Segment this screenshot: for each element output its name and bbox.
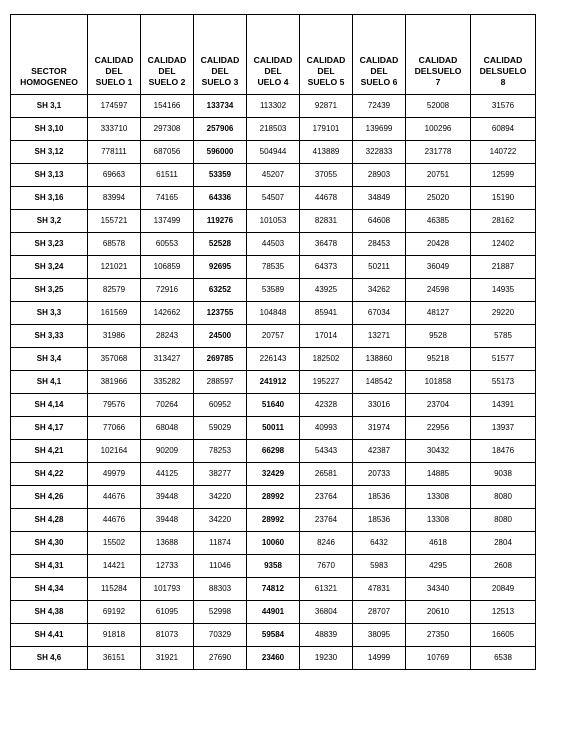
value-cell-suelo-1: 82579 <box>88 279 141 302</box>
value-cell-suelo-2: 297308 <box>141 118 194 141</box>
value-cell-suelo-5: 7670 <box>300 555 353 578</box>
value-cell-suelo-7: 20751 <box>406 164 471 187</box>
value-cell-suelo-7: 24598 <box>406 279 471 302</box>
value-cell-suelo-1: 77066 <box>88 417 141 440</box>
value-cell-suelo-1: 31986 <box>88 325 141 348</box>
value-cell-suelo-4: 32429 <box>247 463 300 486</box>
value-cell-suelo-1: 49979 <box>88 463 141 486</box>
value-cell-suelo-4: 23460 <box>247 647 300 670</box>
calidad-suelo-table <box>10 14 536 670</box>
table-row <box>11 141 536 164</box>
value-cell-suelo-4: 44901 <box>247 601 300 624</box>
value-cell-suelo-5: 54343 <box>300 440 353 463</box>
value-cell-suelo-6: 64608 <box>353 210 406 233</box>
table-row <box>11 256 536 279</box>
value-cell-suelo-5: 17014 <box>300 325 353 348</box>
table-row <box>11 463 536 486</box>
value-cell-suelo-1: 155721 <box>88 210 141 233</box>
value-cell-suelo-8: 15190 <box>471 187 536 210</box>
value-cell-suelo-6: 28903 <box>353 164 406 187</box>
value-cell-suelo-8: 8080 <box>471 509 536 532</box>
table-row <box>11 486 536 509</box>
sector-cell: SH 3,2 <box>11 210 88 233</box>
value-cell-suelo-3: 63252 <box>194 279 247 302</box>
value-cell-suelo-3: 92695 <box>194 256 247 279</box>
value-cell-suelo-3: 133734 <box>194 95 247 118</box>
value-cell-suelo-3: 34220 <box>194 486 247 509</box>
value-cell-suelo-6: 13271 <box>353 325 406 348</box>
value-cell-suelo-5: 36478 <box>300 233 353 256</box>
value-cell-suelo-3: 11046 <box>194 555 247 578</box>
sector-cell: SH 4,38 <box>11 601 88 624</box>
value-cell-suelo-7: 25020 <box>406 187 471 210</box>
value-cell-suelo-5: 26581 <box>300 463 353 486</box>
value-cell-suelo-7: 46385 <box>406 210 471 233</box>
value-cell-suelo-4: 59584 <box>247 624 300 647</box>
value-cell-suelo-6: 6432 <box>353 532 406 555</box>
sector-cell: SH 3,12 <box>11 141 88 164</box>
value-cell-suelo-7: 100296 <box>406 118 471 141</box>
value-cell-suelo-5: 44678 <box>300 187 353 210</box>
value-cell-suelo-1: 174597 <box>88 95 141 118</box>
sector-cell: SH 3,33 <box>11 325 88 348</box>
value-cell-suelo-4: 44503 <box>247 233 300 256</box>
value-cell-suelo-2: 31921 <box>141 647 194 670</box>
value-cell-suelo-2: 12733 <box>141 555 194 578</box>
value-cell-suelo-2: 39448 <box>141 486 194 509</box>
value-cell-suelo-3: 64336 <box>194 187 247 210</box>
value-cell-suelo-3: 38277 <box>194 463 247 486</box>
value-cell-suelo-2: 81073 <box>141 624 194 647</box>
sector-cell: SH 4,6 <box>11 647 88 670</box>
value-cell-suelo-3: 53359 <box>194 164 247 187</box>
value-cell-suelo-7: 23704 <box>406 394 471 417</box>
value-cell-suelo-4: 504944 <box>247 141 300 164</box>
header-calidad-suelo-2: CALIDAD DEL SUELO 2 <box>141 15 194 95</box>
value-cell-suelo-7: 4295 <box>406 555 471 578</box>
value-cell-suelo-4: 20757 <box>247 325 300 348</box>
value-cell-suelo-7: 13308 <box>406 486 471 509</box>
value-cell-suelo-6: 14999 <box>353 647 406 670</box>
value-cell-suelo-8: 21887 <box>471 256 536 279</box>
value-cell-suelo-3: 123755 <box>194 302 247 325</box>
table-row <box>11 233 536 256</box>
header-calidad-suelo-1: CALIDAD DEL SUELO 1 <box>88 15 141 95</box>
value-cell-suelo-3: 596000 <box>194 141 247 164</box>
table-row <box>11 325 536 348</box>
value-cell-suelo-5: 43925 <box>300 279 353 302</box>
sector-cell: SH 4,14 <box>11 394 88 417</box>
value-cell-suelo-7: 22956 <box>406 417 471 440</box>
value-cell-suelo-2: 101793 <box>141 578 194 601</box>
value-cell-suelo-3: 24500 <box>194 325 247 348</box>
header-calidad-suelo-7: CALIDAD DELSUELO 7 <box>406 15 471 95</box>
value-cell-suelo-3: 119276 <box>194 210 247 233</box>
value-cell-suelo-2: 687056 <box>141 141 194 164</box>
value-cell-suelo-8: 5785 <box>471 325 536 348</box>
value-cell-suelo-6: 67034 <box>353 302 406 325</box>
table-row <box>11 601 536 624</box>
value-cell-suelo-6: 138860 <box>353 348 406 371</box>
sector-cell: SH 3,25 <box>11 279 88 302</box>
value-cell-suelo-5: 8246 <box>300 532 353 555</box>
sector-cell: SH 3,23 <box>11 233 88 256</box>
value-cell-suelo-1: 115284 <box>88 578 141 601</box>
value-cell-suelo-7: 34340 <box>406 578 471 601</box>
value-cell-suelo-8: 12402 <box>471 233 536 256</box>
value-cell-suelo-4: 74812 <box>247 578 300 601</box>
sector-cell: SH 3,4 <box>11 348 88 371</box>
value-cell-suelo-7: 52008 <box>406 95 471 118</box>
value-cell-suelo-5: 19230 <box>300 647 353 670</box>
value-cell-suelo-5: 61321 <box>300 578 353 601</box>
value-cell-suelo-6: 20733 <box>353 463 406 486</box>
table-body <box>11 95 536 670</box>
table-row <box>11 95 536 118</box>
value-cell-suelo-6: 47831 <box>353 578 406 601</box>
value-cell-suelo-6: 139699 <box>353 118 406 141</box>
value-cell-suelo-4: 54507 <box>247 187 300 210</box>
value-cell-suelo-6: 18536 <box>353 486 406 509</box>
value-cell-suelo-4: 101053 <box>247 210 300 233</box>
table-row <box>11 509 536 532</box>
sector-cell: SH 4,41 <box>11 624 88 647</box>
value-cell-suelo-4: 113302 <box>247 95 300 118</box>
sector-cell: SH 3,13 <box>11 164 88 187</box>
value-cell-suelo-7: 13308 <box>406 509 471 532</box>
value-cell-suelo-1: 44676 <box>88 509 141 532</box>
value-cell-suelo-8: 2608 <box>471 555 536 578</box>
value-cell-suelo-6: 31974 <box>353 417 406 440</box>
sector-cell: SH 4,30 <box>11 532 88 555</box>
value-cell-suelo-5: 413889 <box>300 141 353 164</box>
table-header <box>11 15 536 95</box>
value-cell-suelo-6: 28707 <box>353 601 406 624</box>
value-cell-suelo-1: 79576 <box>88 394 141 417</box>
value-cell-suelo-6: 38095 <box>353 624 406 647</box>
value-cell-suelo-7: 36049 <box>406 256 471 279</box>
value-cell-suelo-2: 13688 <box>141 532 194 555</box>
value-cell-suelo-4: 218503 <box>247 118 300 141</box>
value-cell-suelo-7: 20610 <box>406 601 471 624</box>
value-cell-suelo-8: 14935 <box>471 279 536 302</box>
value-cell-suelo-8: 31576 <box>471 95 536 118</box>
value-cell-suelo-1: 69663 <box>88 164 141 187</box>
value-cell-suelo-3: 52528 <box>194 233 247 256</box>
value-cell-suelo-1: 102164 <box>88 440 141 463</box>
sector-cell: SH 4,26 <box>11 486 88 509</box>
sector-cell: SH 4,31 <box>11 555 88 578</box>
sector-cell: SH 4,17 <box>11 417 88 440</box>
value-cell-suelo-7: 231778 <box>406 141 471 164</box>
value-cell-suelo-3: 288597 <box>194 371 247 394</box>
table-row <box>11 302 536 325</box>
value-cell-suelo-6: 33016 <box>353 394 406 417</box>
value-cell-suelo-1: 357068 <box>88 348 141 371</box>
table-row <box>11 624 536 647</box>
table-row <box>11 187 536 210</box>
value-cell-suelo-7: 14885 <box>406 463 471 486</box>
value-cell-suelo-8: 60894 <box>471 118 536 141</box>
value-cell-suelo-6: 50211 <box>353 256 406 279</box>
value-cell-suelo-4: 241912 <box>247 371 300 394</box>
value-cell-suelo-4: 9358 <box>247 555 300 578</box>
value-cell-suelo-1: 121021 <box>88 256 141 279</box>
value-cell-suelo-3: 70329 <box>194 624 247 647</box>
value-cell-suelo-1: 161569 <box>88 302 141 325</box>
value-cell-suelo-6: 72439 <box>353 95 406 118</box>
value-cell-suelo-3: 59029 <box>194 417 247 440</box>
value-cell-suelo-8: 55173 <box>471 371 536 394</box>
sector-cell: SH 3,3 <box>11 302 88 325</box>
value-cell-suelo-7: 10769 <box>406 647 471 670</box>
value-cell-suelo-5: 48839 <box>300 624 353 647</box>
table-row <box>11 417 536 440</box>
value-cell-suelo-6: 34849 <box>353 187 406 210</box>
value-cell-suelo-5: 179101 <box>300 118 353 141</box>
value-cell-suelo-5: 36804 <box>300 601 353 624</box>
value-cell-suelo-4: 78535 <box>247 256 300 279</box>
header-row <box>11 15 536 95</box>
value-cell-suelo-4: 51640 <box>247 394 300 417</box>
value-cell-suelo-5: 37055 <box>300 164 353 187</box>
value-cell-suelo-5: 85941 <box>300 302 353 325</box>
value-cell-suelo-1: 333710 <box>88 118 141 141</box>
sector-cell: SH 3,1 <box>11 95 88 118</box>
value-cell-suelo-3: 269785 <box>194 348 247 371</box>
value-cell-suelo-4: 53589 <box>247 279 300 302</box>
table-row <box>11 118 536 141</box>
value-cell-suelo-1: 381966 <box>88 371 141 394</box>
value-cell-suelo-4: 28992 <box>247 486 300 509</box>
value-cell-suelo-1: 778111 <box>88 141 141 164</box>
value-cell-suelo-2: 60553 <box>141 233 194 256</box>
value-cell-suelo-3: 257906 <box>194 118 247 141</box>
value-cell-suelo-4: 45207 <box>247 164 300 187</box>
table-row <box>11 578 536 601</box>
value-cell-suelo-2: 44125 <box>141 463 194 486</box>
table-row <box>11 164 536 187</box>
value-cell-suelo-8: 12599 <box>471 164 536 187</box>
value-cell-suelo-3: 34220 <box>194 509 247 532</box>
value-cell-suelo-8: 18476 <box>471 440 536 463</box>
value-cell-suelo-4: 50011 <box>247 417 300 440</box>
value-cell-suelo-1: 68578 <box>88 233 141 256</box>
table-row <box>11 647 536 670</box>
value-cell-suelo-4: 28992 <box>247 509 300 532</box>
header-calidad-suelo-8: CALIDAD DELSUELO 8 <box>471 15 536 95</box>
value-cell-suelo-5: 195227 <box>300 371 353 394</box>
table-row <box>11 394 536 417</box>
table-row <box>11 210 536 233</box>
table-row <box>11 555 536 578</box>
value-cell-suelo-2: 61511 <box>141 164 194 187</box>
value-cell-suelo-3: 11874 <box>194 532 247 555</box>
value-cell-suelo-7: 9528 <box>406 325 471 348</box>
value-cell-suelo-6: 28453 <box>353 233 406 256</box>
value-cell-suelo-2: 72916 <box>141 279 194 302</box>
value-cell-suelo-4: 66298 <box>247 440 300 463</box>
value-cell-suelo-2: 39448 <box>141 509 194 532</box>
value-cell-suelo-5: 92871 <box>300 95 353 118</box>
sector-cell: SH 4,1 <box>11 371 88 394</box>
value-cell-suelo-2: 313427 <box>141 348 194 371</box>
value-cell-suelo-5: 23764 <box>300 486 353 509</box>
header-calidad-suelo-5: CALIDAD DEL SUELO 5 <box>300 15 353 95</box>
value-cell-suelo-6: 18536 <box>353 509 406 532</box>
value-cell-suelo-7: 95218 <box>406 348 471 371</box>
header-sector-homogeneo: SECTOR HOMOGENEO <box>11 15 88 95</box>
value-cell-suelo-2: 137499 <box>141 210 194 233</box>
value-cell-suelo-5: 64373 <box>300 256 353 279</box>
table-row <box>11 279 536 302</box>
sector-cell: SH 3,10 <box>11 118 88 141</box>
value-cell-suelo-8: 6538 <box>471 647 536 670</box>
value-cell-suelo-6: 42387 <box>353 440 406 463</box>
value-cell-suelo-4: 104848 <box>247 302 300 325</box>
sector-cell: SH 3,24 <box>11 256 88 279</box>
value-cell-suelo-1: 14421 <box>88 555 141 578</box>
value-cell-suelo-4: 10060 <box>247 532 300 555</box>
value-cell-suelo-8: 16605 <box>471 624 536 647</box>
value-cell-suelo-2: 61095 <box>141 601 194 624</box>
value-cell-suelo-1: 44676 <box>88 486 141 509</box>
value-cell-suelo-7: 30432 <box>406 440 471 463</box>
value-cell-suelo-2: 70264 <box>141 394 194 417</box>
value-cell-suelo-2: 28243 <box>141 325 194 348</box>
value-cell-suelo-2: 106859 <box>141 256 194 279</box>
value-cell-suelo-1: 69192 <box>88 601 141 624</box>
value-cell-suelo-5: 182502 <box>300 348 353 371</box>
value-cell-suelo-3: 78253 <box>194 440 247 463</box>
value-cell-suelo-8: 28162 <box>471 210 536 233</box>
value-cell-suelo-7: 20428 <box>406 233 471 256</box>
value-cell-suelo-3: 52998 <box>194 601 247 624</box>
value-cell-suelo-5: 42328 <box>300 394 353 417</box>
value-cell-suelo-5: 40993 <box>300 417 353 440</box>
value-cell-suelo-8: 9038 <box>471 463 536 486</box>
value-cell-suelo-2: 90209 <box>141 440 194 463</box>
sector-cell: SH 3,16 <box>11 187 88 210</box>
value-cell-suelo-1: 83994 <box>88 187 141 210</box>
value-cell-suelo-2: 142662 <box>141 302 194 325</box>
header-calidad-suelo-6: CALIDAD DEL SUELO 6 <box>353 15 406 95</box>
table-row <box>11 348 536 371</box>
value-cell-suelo-8: 2804 <box>471 532 536 555</box>
sector-cell: SH 4,22 <box>11 463 88 486</box>
table-row <box>11 532 536 555</box>
value-cell-suelo-5: 23764 <box>300 509 353 532</box>
value-cell-suelo-6: 5983 <box>353 555 406 578</box>
value-cell-suelo-6: 148542 <box>353 371 406 394</box>
value-cell-suelo-1: 91818 <box>88 624 141 647</box>
value-cell-suelo-8: 8080 <box>471 486 536 509</box>
value-cell-suelo-8: 29220 <box>471 302 536 325</box>
value-cell-suelo-7: 27350 <box>406 624 471 647</box>
value-cell-suelo-5: 82831 <box>300 210 353 233</box>
value-cell-suelo-8: 51577 <box>471 348 536 371</box>
sector-cell: SH 4,34 <box>11 578 88 601</box>
table-row <box>11 440 536 463</box>
value-cell-suelo-8: 14391 <box>471 394 536 417</box>
table-row <box>11 371 536 394</box>
value-cell-suelo-6: 322833 <box>353 141 406 164</box>
header-calidad-suelo-4: CALIDAD DEL UELO 4 <box>247 15 300 95</box>
value-cell-suelo-3: 60952 <box>194 394 247 417</box>
value-cell-suelo-2: 74165 <box>141 187 194 210</box>
value-cell-suelo-7: 101858 <box>406 371 471 394</box>
value-cell-suelo-8: 20849 <box>471 578 536 601</box>
value-cell-suelo-3: 27690 <box>194 647 247 670</box>
value-cell-suelo-2: 335282 <box>141 371 194 394</box>
value-cell-suelo-1: 15502 <box>88 532 141 555</box>
value-cell-suelo-8: 13937 <box>471 417 536 440</box>
header-calidad-suelo-3: CALIDAD DEL SUELO 3 <box>194 15 247 95</box>
value-cell-suelo-8: 12513 <box>471 601 536 624</box>
value-cell-suelo-2: 68048 <box>141 417 194 440</box>
sector-cell: SH 4,28 <box>11 509 88 532</box>
value-cell-suelo-7: 4618 <box>406 532 471 555</box>
value-cell-suelo-3: 88303 <box>194 578 247 601</box>
value-cell-suelo-7: 48127 <box>406 302 471 325</box>
value-cell-suelo-6: 34262 <box>353 279 406 302</box>
value-cell-suelo-2: 154166 <box>141 95 194 118</box>
value-cell-suelo-1: 36151 <box>88 647 141 670</box>
value-cell-suelo-4: 226143 <box>247 348 300 371</box>
value-cell-suelo-8: 140722 <box>471 141 536 164</box>
sector-cell: SH 4,21 <box>11 440 88 463</box>
